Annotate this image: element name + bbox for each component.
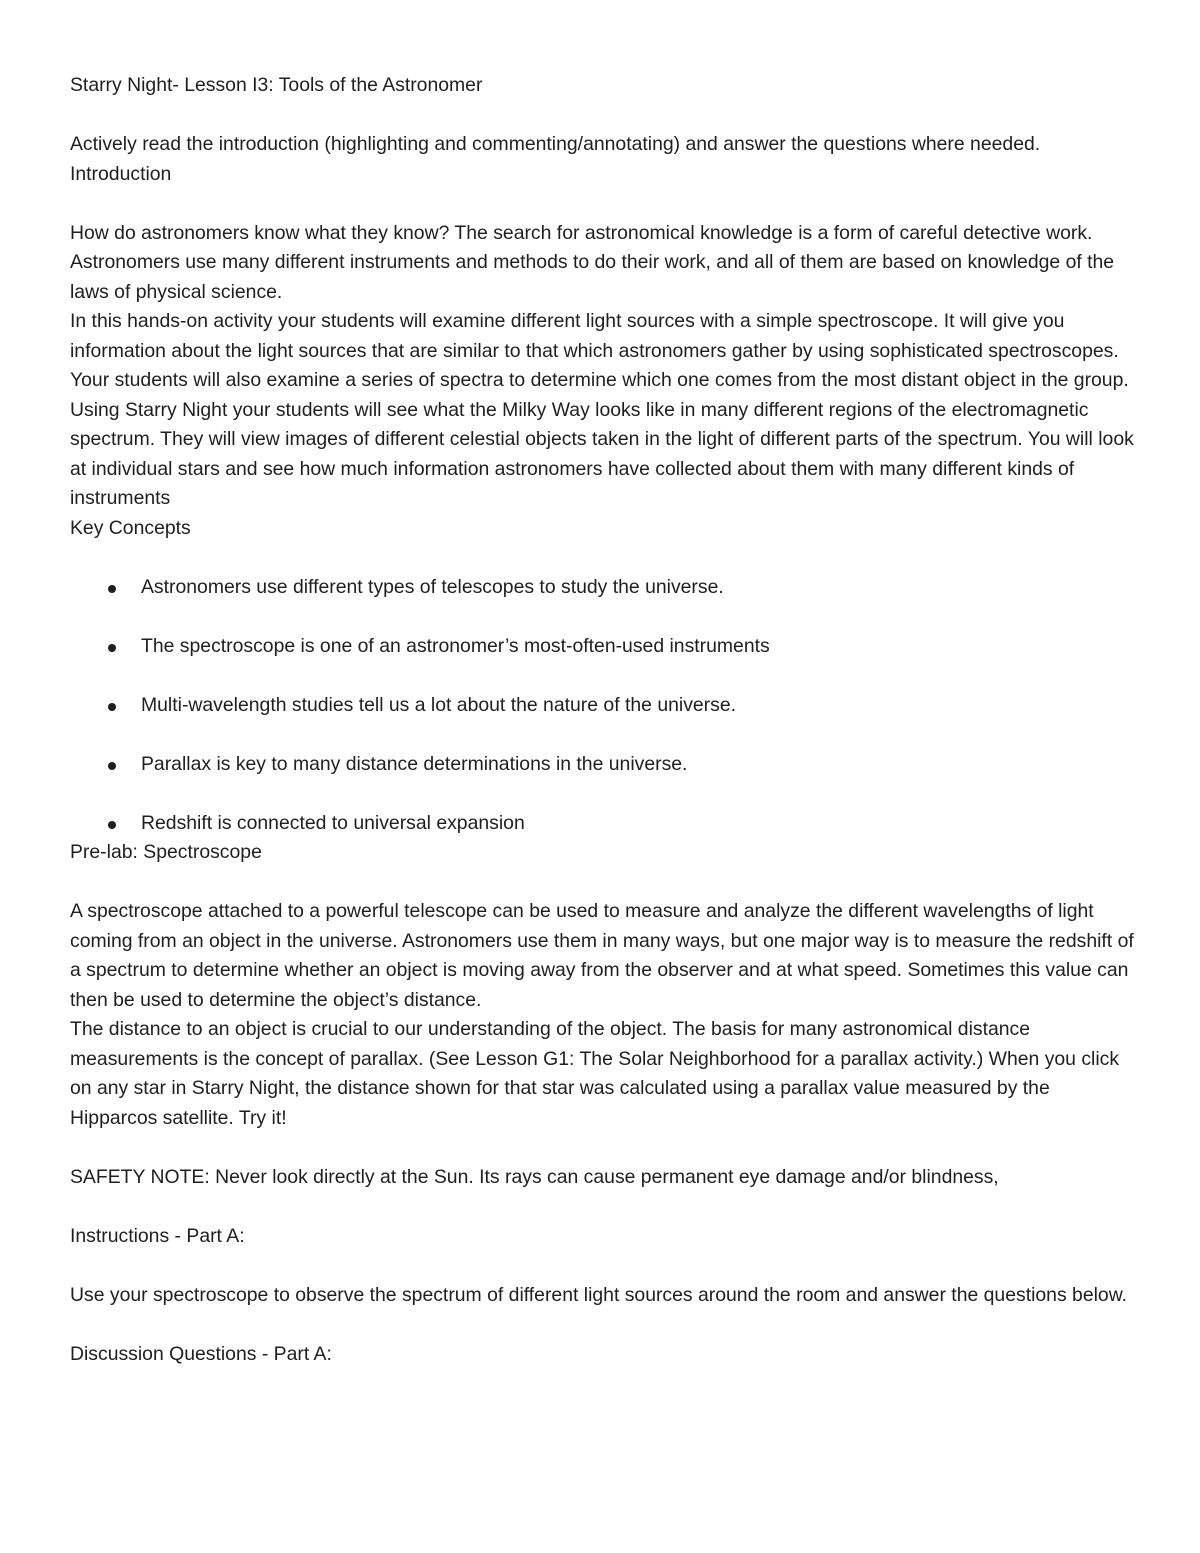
spacer — [70, 543, 1140, 573]
spacer — [70, 1133, 1140, 1163]
instructions-part-a-text: Use your spectroscope to observe the spectrum of different light sources around the room and answer the questions below. — [70, 1283, 1128, 1306]
discussion-part-a-heading: Discussion Questions - Part A: — [70, 1342, 332, 1365]
safety-note: SAFETY NOTE: Never look directly at the Sun. Its rays can cause permanent eye damage and/or blindness, — [70, 1165, 999, 1188]
spacer — [70, 189, 1140, 219]
prelab-heading: Pre-lab: Spectroscope — [70, 841, 262, 863]
spacer — [70, 1310, 1140, 1340]
reading-instructions: Actively read the introduction (highlighting and commenting/annotating) and answer the questions where needed. — [70, 133, 1041, 155]
spacer — [70, 101, 1140, 131]
spacer — [70, 1251, 1140, 1281]
spacer — [70, 1192, 1140, 1222]
key-concept-item: Astronomers use different types of telescopes to study the universe. — [70, 573, 1140, 603]
introduction-paragraph: How do astronomers know what they know? The search for astronomical knowledge is a form of careful detective work. Astronomers use many different instruments and methods to do their work, and all of them are based on knowledge of the laws of physical science. — [70, 221, 1115, 303]
key-concept-item: Parallax is key to many distance determinations in the universe. — [70, 750, 1140, 780]
introduction-paragraph: Using Starry Night your students will see what the Milky Way looks like in many different regions of the electromagnetic spectrum. They will view images of different celestial objects taken in the light of different parts of the spectrum. You will look at individual stars and see how much information astronomers have collected about them with many different kinds of instruments — [70, 398, 1134, 509]
key-concepts-heading: Key Concepts — [70, 516, 191, 539]
instructions-part-a-heading: Instructions - Part A: — [70, 1224, 245, 1247]
key-concept-item: Multi-wavelength studies tell us a lot about the nature of the universe. — [70, 691, 1140, 721]
prelab-paragraph: A spectroscope attached to a powerful telescope can be used to measure and analyze the different wavelengths of light coming from an object in the universe. Astronomers use them in many ways, but one major way is to measure the redshift of a spectrum to determine whether an object is moving away from the observer and at what speed. Sometimes this value can then be used to determine the object’s distance. — [70, 900, 1134, 1011]
key-concept-item: Redshift is connected to universal expansion — [70, 809, 1140, 839]
key-concepts-list — [70, 573, 1140, 839]
document-title: Starry Night- Lesson I3: Tools of the Astronomer — [70, 74, 483, 96]
key-concept-item: The spectroscope is one of an astronomer’s most-often-used instruments — [70, 632, 1140, 662]
introduction-paragraph: In this hands-on activity your students will examine different light sources with a simple spectroscope. It will give you information about the light sources that are similar to that which astronomers gather by using sophisticated spectroscopes. Your students will also examine a series of spectra to determine which one comes from the most distant object in the group. — [70, 310, 1129, 391]
spacer — [70, 868, 1140, 898]
prelab-paragraph: The distance to an object is crucial to our understanding of the object. The basis for many astronomical distance measurements is the concept of parallax. (See Lesson G1: The Solar Neighborhood for a parallax activity.) When you click on any star in Starry Night, the distance shown for that star was calculated using a parallax value measured by the Hipparcos satellite. Try it! — [70, 1018, 1120, 1129]
introduction-heading: Introduction — [70, 162, 172, 185]
document-page — [70, 71, 1140, 1369]
